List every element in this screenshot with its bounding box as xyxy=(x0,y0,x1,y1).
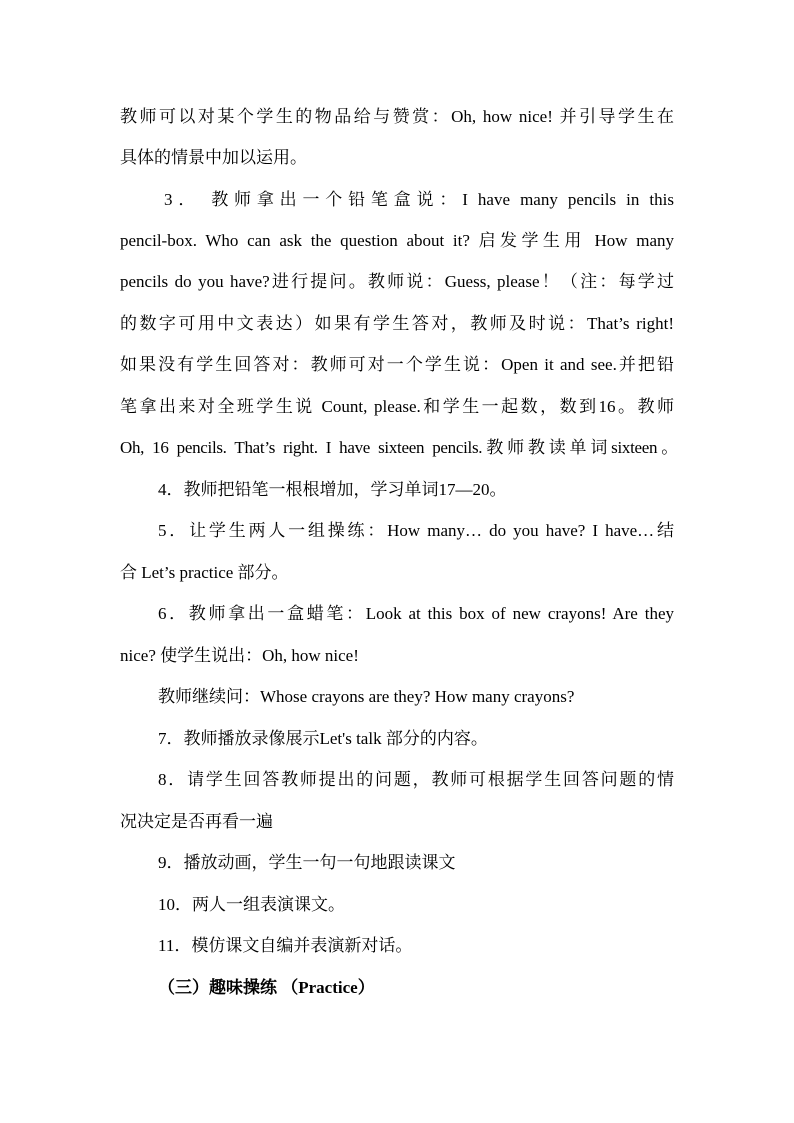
list-item: 7．教师播放录像展示Let's talk 部分的内容。 xyxy=(158,729,488,748)
text-line: 况决定是否再看一遍 xyxy=(120,812,273,831)
list-item: 11．模仿课文自编并表演新对话。 xyxy=(158,936,413,955)
text-line: nice? 使学生说出：Oh, how nice! xyxy=(120,646,359,665)
text-line: Oh, 16 pencils. That’s right. I have sixteen pencils.教师教读单词sixteen。 xyxy=(120,438,678,457)
section-heading: （三）趣味操练 （Practice） xyxy=(158,978,375,997)
text-line: 笔拿出来对全班学生说 Count, please.和学生一起数，数到16。教师 xyxy=(120,397,674,416)
text-line: pencil-box. Who can ask the question about it? 启发学生用 How many xyxy=(120,231,674,250)
text-line: 教师可以对某个学生的物品给与赞赏：Oh, how nice! 并引导学生在 xyxy=(120,107,674,126)
text-line: 教师继续问：Whose crayons are they? How many crayons? xyxy=(158,687,575,706)
text-line: 如果没有学生回答对：教师可对一个学生说：Open it and see.并把铅 xyxy=(120,355,674,374)
text-line: 具体的情景中加以运用。 xyxy=(120,148,307,167)
list-item: 4．教师把铅笔一根根增加，学习单词17—20。 xyxy=(158,480,507,499)
list-item: 8．请学生回答教师提出的问题，教师可根据学生回答问题的情 xyxy=(158,770,674,789)
text-line: 合 Let’s practice 部分。 xyxy=(120,563,289,582)
list-item: 9．播放动画，学生一句一句地跟读课文 xyxy=(158,853,456,872)
text-line: pencils do you have?进行提问。教师说：Guess, please！（注：每学过 xyxy=(120,272,674,291)
list-item: 5．让学生两人一组操练：How many… do you have? I have…结 xyxy=(158,521,674,540)
list-item: 6．教师拿出一盒蜡笔：Look at this box of new crayons! Are they xyxy=(158,604,674,623)
list-item: 10．两人一组表演课文。 xyxy=(158,895,345,914)
text-line: 3． 教师拿出一个铅笔盒说：I have many pencils in this xyxy=(164,190,674,209)
text-line: 的数字可用中文表达）如果有学生答对，教师及时说：That’s right! xyxy=(120,314,674,333)
